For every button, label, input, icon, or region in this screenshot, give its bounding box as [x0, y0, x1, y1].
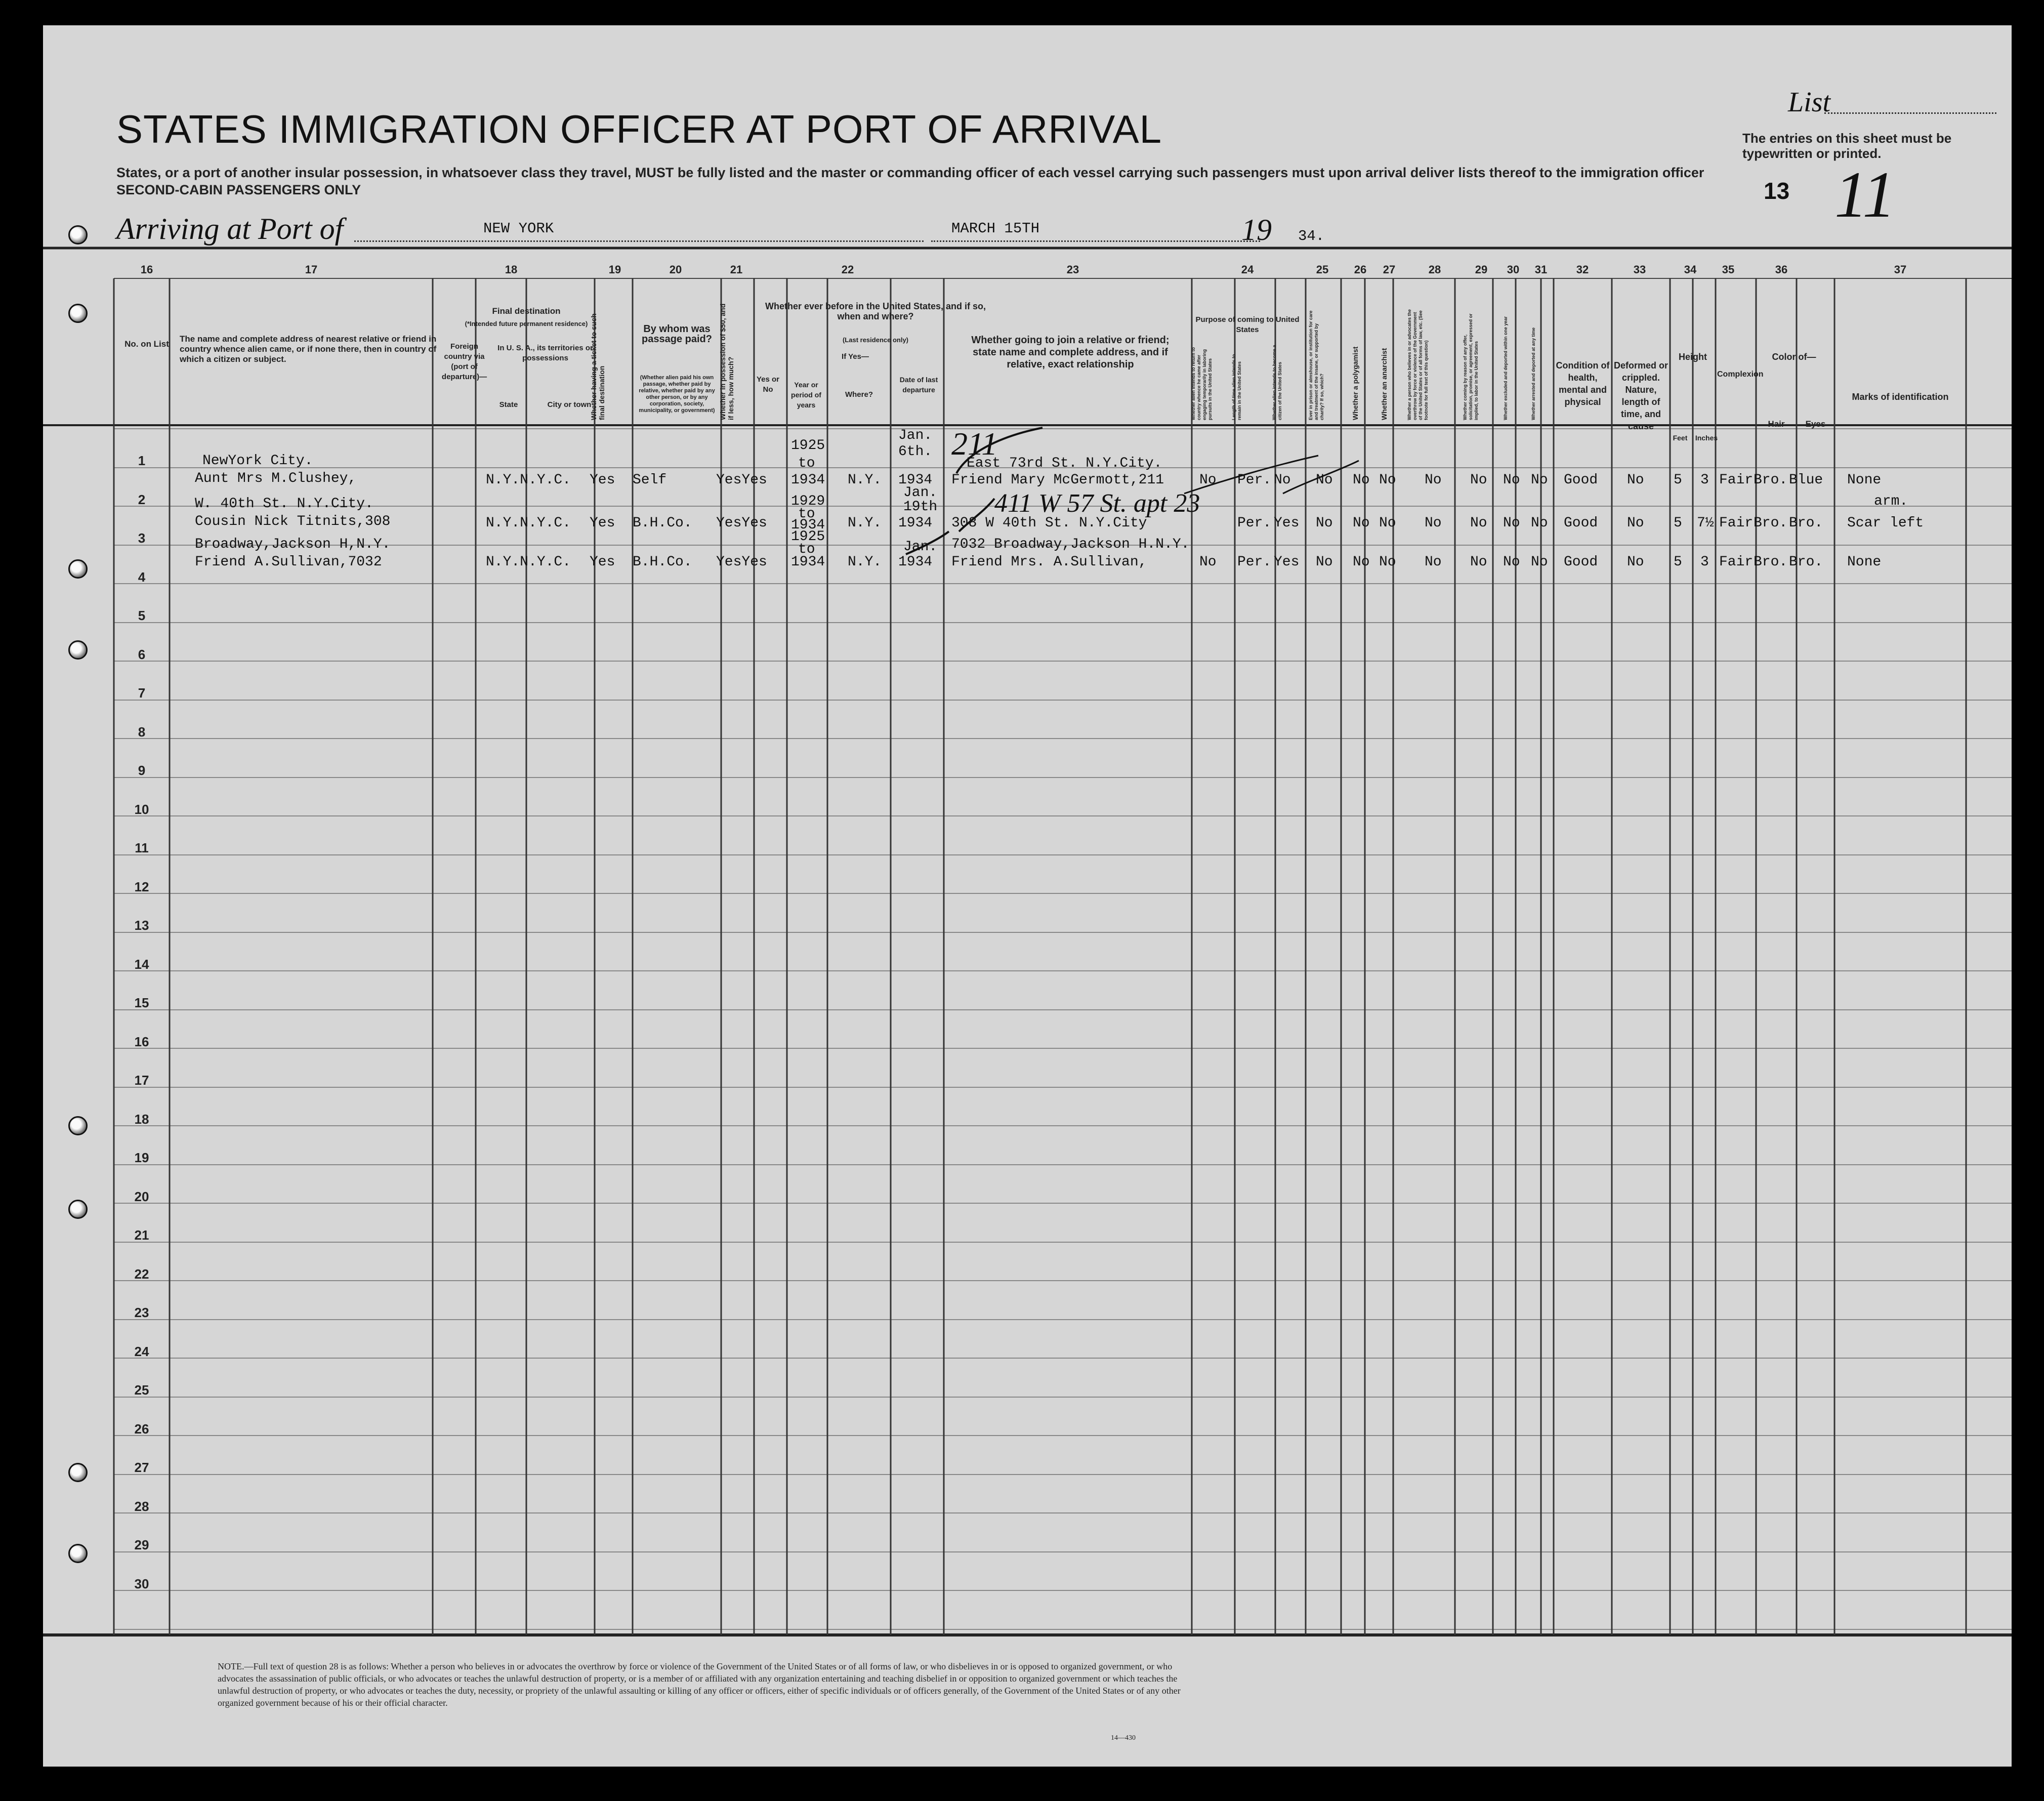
col-num-35: 35: [1722, 263, 1735, 276]
binder-hole-8: [68, 1544, 88, 1563]
r2-relative-address: W. 40th St. N.Y.City.: [195, 496, 373, 512]
col-head-passage-paid: By whom was passage paid?: [642, 323, 712, 345]
col-head-anarchist: Whether an anarchist: [1380, 348, 1388, 420]
r2-departure-b: 19th: [903, 499, 938, 515]
col-num-37: 37: [1894, 263, 1907, 276]
r1-purpose-citizen: No: [1274, 472, 1291, 488]
col-head-joining: Whether going to join a relative or friend; state name and complete address, and if relative, exact relationship: [971, 335, 1170, 370]
col-num-29: 29: [1475, 263, 1488, 276]
col-head-purpose-length: Length of time alien intends to remain in the United States: [1231, 354, 1242, 420]
r1-eyes: Blue: [1789, 472, 1823, 488]
r2-anarchist: No: [1379, 515, 1396, 531]
year-prefix: 19: [1241, 213, 1272, 247]
r2-passage-paid: B.H.Co.: [633, 515, 692, 531]
col-head-passage-paid-sub: (Whether alien paid his own passage, whether paid by relative, whether paid by any other person, or by any corporation, society, municipality, or government): [639, 375, 715, 414]
col-head-last-departure: Date of last departure: [899, 376, 938, 394]
col-head-ticket: Whether having a ticket to such final destination: [590, 313, 606, 420]
row-number: 7: [138, 685, 146, 701]
r2-join-address: 308 W 40th St. N.Y.City: [951, 515, 1147, 531]
col-head-foreign-country: Foreign country via (port of departure)—: [441, 342, 487, 381]
col-num-23: 23: [1066, 263, 1079, 276]
r3-join-address: 7032 Broadway,Jackson H.N.Y.: [951, 537, 1190, 552]
r3-anarchist: No: [1379, 554, 1396, 570]
r3-years-b: to: [798, 542, 815, 557]
r2-fifty-yes: YesYes: [716, 515, 767, 531]
year-value: 34.: [1298, 228, 1325, 244]
row-number: 1: [138, 453, 146, 468]
r1-join-name: Friend Mary McGermott,211: [951, 472, 1164, 488]
col-head-purpose: Purpose of coming to United States: [1195, 315, 1300, 334]
r2-question-28: No: [1425, 515, 1442, 531]
row-number: 27: [134, 1460, 149, 1475]
col-head-fifty-dollars: Whether in possession of $50, and if less, how much?: [719, 303, 735, 420]
instruction-line: States, or a port of another insular possession, in whatsoever class they travel, MUST be fully listed and the master or commanding officer of each vessel carrying such passengers must upon arrival deliver lists thereof to the immigration officer: [116, 165, 1704, 180]
col-num-22: 22: [841, 263, 854, 276]
r1-relative-address: NewYork City.: [202, 453, 313, 469]
col-head-excluded: Whether excluded and deported within one year: [1503, 316, 1508, 420]
col-num-36: 36: [1775, 263, 1788, 276]
row-number: 18: [134, 1112, 149, 1127]
r3-purpose-citizen: Yes: [1274, 554, 1300, 570]
row-number: 30: [134, 1576, 149, 1591]
col-num-31: 31: [1534, 263, 1548, 276]
col-head-if-yes: If Yes—: [842, 352, 869, 361]
col-head-labor-offer: Whether coming by reason of any offer, solicitation, promise, or agreement, expressed or implied, to labor in the United States: [1463, 313, 1479, 420]
binder-hole-3: [68, 559, 88, 579]
r3-years-c: 1934: [791, 554, 825, 570]
r2-years-c: 1934: [791, 517, 825, 533]
binder-hole-5: [68, 1116, 88, 1135]
col-head-polygamist: Whether a polygamist: [1351, 346, 1359, 420]
r3-join-name: Friend Mrs. A.Sullivan,: [951, 554, 1147, 570]
row-number: 22: [134, 1266, 149, 1282]
col-num-34: 34: [1684, 263, 1697, 276]
col-num-25: 25: [1316, 263, 1329, 276]
r1-health: Good: [1564, 472, 1598, 488]
row-number: 2: [138, 492, 146, 507]
r3-marks: None: [1847, 554, 1882, 570]
r2-complexion: Fair: [1719, 515, 1754, 531]
col-num-26: 26: [1354, 263, 1367, 276]
r1-departure-c: 1934: [898, 472, 933, 488]
r3-purpose-length: Per.: [1237, 554, 1272, 570]
col-head-last-residence: (Last residence only): [842, 336, 909, 344]
col-num-18: 18: [505, 263, 518, 276]
row-number: 16: [134, 1034, 149, 1049]
r2-departure-c: 1934: [898, 515, 933, 531]
col-num-32: 32: [1576, 263, 1589, 276]
row-number: 21: [134, 1227, 149, 1243]
col-head-marks: Marks of identification: [1852, 392, 1949, 402]
r3-prison: No: [1316, 554, 1333, 570]
r3-deformed: No: [1627, 554, 1644, 570]
r3-departure-a: Jan.: [903, 539, 938, 555]
r1-ticket: Yes: [590, 472, 615, 488]
r2-years-a: 1929: [791, 494, 825, 509]
col-num-28: 28: [1428, 263, 1441, 276]
handwritten-marks: [43, 25, 2012, 1767]
col-head-complexion: Complexion: [1717, 370, 1764, 379]
col-head-final-destination: Final destination: [492, 306, 561, 316]
r2-purpose-citizen: Yes: [1274, 515, 1300, 531]
col-head-health: Condition of health, mental and physical: [1556, 360, 1610, 407]
r2-relative-name: Cousin Nick Titnits,308: [195, 514, 391, 529]
row-number: 9: [138, 763, 146, 778]
binder-hole-7: [68, 1463, 88, 1482]
row-number: 25: [134, 1382, 149, 1398]
r1-fifty-yes: YesYes: [716, 472, 767, 488]
r3-ticket: Yes: [590, 554, 615, 570]
col-head-ever-before: Whether ever before in the United States, and if so, when and where?: [765, 301, 986, 321]
row-number: 10: [134, 802, 149, 817]
col-head-hair: Hair: [1768, 419, 1785, 429]
r1-where: N.Y.: [848, 472, 882, 488]
r1-purpose-return: No: [1199, 472, 1217, 488]
col-num-24: 24: [1241, 263, 1254, 276]
r3-passage-paid: B.H.Co.: [633, 554, 692, 570]
r2-destination: N.Y.N.Y.C.: [486, 515, 571, 531]
row-number: 14: [134, 957, 149, 972]
r2-purpose-length: Per.: [1237, 515, 1272, 531]
r1-excluded: No: [1503, 472, 1520, 488]
col-head-usa: In U. S. A., its territories or possessions: [497, 344, 593, 362]
r3-inches: 3: [1700, 554, 1709, 570]
r3-years-a: 1925: [791, 529, 825, 545]
col-head-inches: Inches: [1695, 434, 1718, 442]
row-number: 12: [134, 879, 149, 894]
row-number: 8: [138, 724, 146, 740]
r1-join-address: East 73rd St. N.Y.City.: [967, 456, 1162, 471]
binder-hole-1: [68, 225, 88, 244]
binder-hole-6: [68, 1200, 88, 1219]
r2-years-b: to: [798, 506, 815, 522]
date-value: MARCH 15TH: [951, 220, 1040, 237]
r3-excluded: No: [1503, 554, 1520, 570]
list-number: 13: [1764, 178, 1790, 204]
r2-where: N.Y.: [848, 515, 882, 531]
r2-join-handwritten: 411 W 57 St. apt 23: [994, 489, 1200, 518]
r1-anarchist: No: [1379, 472, 1396, 488]
col-head-height: Height: [1679, 352, 1707, 362]
r3-destination: N.Y.N.Y.C.: [486, 554, 571, 570]
r3-fifty-yes: YesYes: [716, 554, 767, 570]
form-title: STATES IMMIGRATION OFFICER AT PORT OF ARRIVAL: [116, 107, 1162, 151]
r3-hair: Bro.: [1754, 554, 1788, 570]
col-head-feet: Feet: [1673, 434, 1688, 442]
row-number: 23: [134, 1305, 149, 1320]
r1-departure-b: 6th.: [898, 444, 933, 460]
row-number: 11: [135, 840, 149, 855]
row-number: 28: [134, 1499, 149, 1514]
row-number: 29: [134, 1537, 149, 1552]
r1-labor-offer: No: [1470, 472, 1487, 488]
r3-purpose-return: No: [1199, 554, 1217, 570]
r2-hair: Bro.: [1754, 515, 1788, 531]
r2-marks: Scar left: [1847, 515, 1924, 531]
list-label: List: [1788, 87, 1831, 118]
r2-deformed: No: [1627, 515, 1644, 531]
r2-health: Good: [1564, 515, 1598, 531]
col-head-color-of: Color of—: [1772, 352, 1816, 362]
r1-years-b: to: [798, 456, 815, 471]
r1-years-c: 1934: [791, 472, 825, 488]
r3-departure-c: 1934: [898, 554, 933, 570]
r3-relative-address: Broadway,Jackson H,N.Y.: [195, 537, 391, 552]
col-head-arrested: Whether arrested and deported at any time: [1531, 327, 1536, 420]
col-num-27: 27: [1383, 263, 1396, 276]
col-num-21: 21: [730, 263, 743, 276]
col-head-city: City or town: [547, 400, 592, 409]
r3-question-28: No: [1425, 554, 1442, 570]
col-head-no-on-list: No. on List: [124, 339, 169, 349]
r3-health: Good: [1564, 554, 1598, 570]
r1-deformed: No: [1627, 472, 1644, 488]
r2-excluded: No: [1503, 515, 1520, 531]
r2-arrested: No: [1531, 515, 1548, 531]
r1-marks: None: [1847, 472, 1882, 488]
row-number: 20: [134, 1189, 149, 1204]
r2-feet: 5: [1674, 515, 1682, 531]
col-head-years: Year or period of years: [791, 381, 821, 409]
r2-labor-offer: No: [1470, 515, 1487, 531]
r3-labor-offer: No: [1470, 554, 1487, 570]
col-head-state: State: [499, 400, 518, 409]
arriving-label: Arriving at Port of: [116, 212, 344, 245]
r1-polygamist: No: [1353, 472, 1370, 488]
r1-complexion: Fair: [1719, 472, 1754, 488]
col-head-purpose-citizen: Whether alien intends to become a citizen of the United States: [1272, 345, 1282, 420]
col-head-final-destination-sub: (*Intended future permanent residence): [465, 320, 588, 328]
r1-hair: Bro.: [1754, 472, 1788, 488]
binder-hole-2: [68, 304, 88, 323]
col-num-19: 19: [608, 263, 621, 276]
col-head-question-28: Whether a person who believes in or advocates the overthrow by force or violence of the Government of the United States or of all forms of law, etc. (See footnote for full text of this question): [1407, 309, 1429, 420]
r3-eyes: Bro.: [1789, 554, 1823, 570]
r1-arrested: No: [1531, 472, 1548, 488]
r2-eyes: Bro.: [1789, 515, 1823, 531]
row-number: 17: [134, 1073, 149, 1088]
row-number: 3: [138, 530, 146, 546]
r1-years-a: 1925: [791, 438, 825, 454]
col-head-prison: Ever in prison or almshouse, or institution for care and treatment of the insane, or supported by charity? If so, which?: [1308, 310, 1324, 420]
r1-purpose-length: Per.: [1237, 472, 1272, 488]
row-number: 13: [134, 918, 149, 933]
r3-complexion: Fair: [1719, 554, 1754, 570]
r1-passage-paid: Self: [633, 472, 667, 488]
col-head-eyes: Eyes: [1805, 419, 1826, 429]
binder-hole-4: [68, 640, 88, 660]
list-number-handwritten: 11: [1834, 158, 1896, 231]
col-head-deformed: Deformed or crippled. Nature, length of time, and cause: [1613, 360, 1668, 431]
col-num-16: 16: [140, 263, 153, 276]
r3-polygamist: No: [1353, 554, 1370, 570]
r1-inches: 3: [1700, 472, 1709, 488]
row-number: 19: [134, 1150, 149, 1165]
r1-relative-name: Aunt Mrs M.Clushey,: [195, 471, 357, 486]
r1-departure-a: Jan.: [898, 428, 933, 443]
row-number: 24: [134, 1344, 149, 1359]
r3-arrested: No: [1531, 554, 1548, 570]
col-head-purpose-return: Whether alien intends to return to country whence he came after engaging temporarily in laboring pursuits in the United States: [1191, 347, 1213, 420]
r2-prison: No: [1316, 515, 1333, 531]
r2-inches: 7½: [1697, 515, 1714, 531]
cabin-class-label: SECOND-CABIN PASSENGERS ONLY: [116, 182, 361, 197]
col-num-33: 33: [1633, 263, 1646, 276]
row-number: 4: [138, 569, 146, 585]
r2-polygamist: No: [1353, 515, 1370, 531]
row-number: 5: [138, 608, 146, 623]
r2-ticket: Yes: [590, 515, 615, 531]
r3-feet: 5: [1674, 554, 1682, 570]
port-value: NEW YORK: [483, 220, 554, 237]
r1-question-28: No: [1425, 472, 1442, 488]
r3-relative-name: Friend A.Sullivan,7032: [195, 554, 382, 570]
form-number: 14—430: [1111, 1734, 1136, 1742]
col-head-where: Where?: [845, 390, 873, 399]
typewritten-note: The entries on this sheet must be typewritten or printed.: [1742, 131, 1952, 161]
row-number: 15: [134, 995, 149, 1010]
col-head-yes-or-no: Yes or No: [756, 375, 780, 394]
footnote: NOTE.—Full text of question 28 is as follows: Whether a person who believes in or advocates the overthrow by force or violence of the Government of the United States or of all forms of law, or who disbelieves in or is opposed to organized government, or who advocates the assassination of public officials, or who advocates or teaches the unlawful destruction of property, or is a member of or affiliated with any organization entertaining and teaching disbelief in or opposition to organized government or which teaches the unlawful destruction of property, or who advocates or teaches the duty, necessity, or propriety of the unlawful assaulting or killing of any officer or officers, either of specific individuals or of officers generally, of the Government of the United States or of any other organized government because of his or their official character.: [218, 1661, 1181, 1708]
col-num-20: 20: [669, 263, 682, 276]
r2-departure-a: Jan.: [903, 485, 938, 501]
r1-feet: 5: [1674, 472, 1682, 488]
r2-marks-a: arm.: [1874, 494, 1908, 509]
r1-join-handwritten: 211: [951, 426, 998, 462]
col-num-30: 30: [1507, 263, 1520, 276]
r1-prison: No: [1316, 472, 1333, 488]
r3-where: N.Y.: [848, 554, 882, 570]
row-number: 26: [134, 1421, 149, 1437]
row-number: 6: [138, 647, 146, 662]
col-head-nearest-relative: The name and complete address of nearest relative or friend in country whence alien came, or if none there, then in country of which a citizen or subject.: [180, 334, 437, 364]
col-num-17: 17: [305, 263, 318, 276]
r1-destination: N.Y.N.Y.C.: [486, 472, 571, 488]
manifest-sheet: [43, 25, 2012, 1767]
